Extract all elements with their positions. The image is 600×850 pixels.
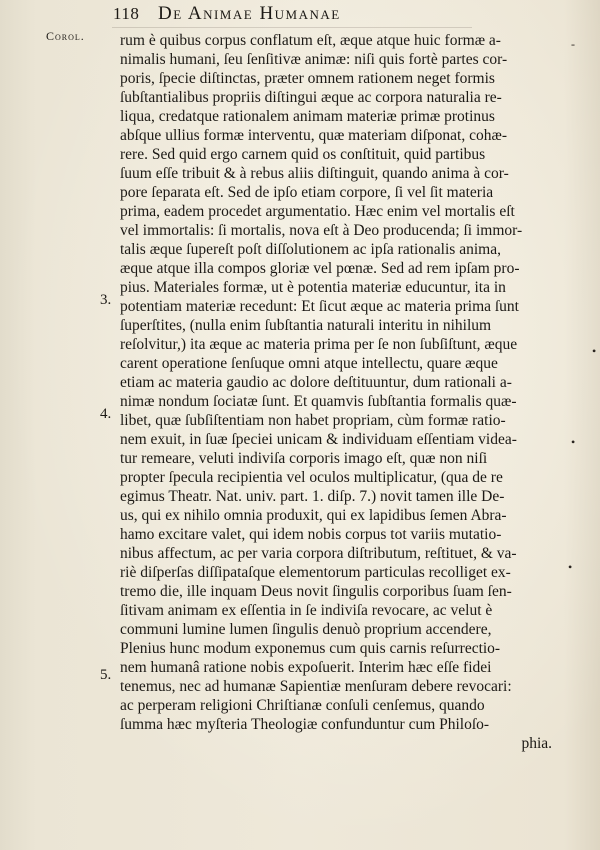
text-line: poris, ſpecie diſtinctas, præter omnem rationem neget formis xyxy=(120,70,495,87)
text-line: tenemus, nec ad humanæ Sapientiæ menſuram debere revocari: xyxy=(120,678,512,695)
text-line: phia. xyxy=(521,735,552,752)
text-line: tur remeare, veluti indiviſa corporis imago eſt, quæ non niſi xyxy=(120,450,488,467)
text-line: reſolvitur,) ita æque ac materia prima per ſe non ſubſiſtunt, æque xyxy=(120,336,518,353)
text-line: communi lumine lumen ſingulis denuò proprium accendere, xyxy=(120,621,492,638)
text-line: potentiam materiæ recedunt: Et ſicut æque ac materia prima ſunt xyxy=(120,298,519,315)
header-rule xyxy=(112,27,472,28)
text-line: ſuum eſſe tribuit & à rebus aliis diſtinguit, quando anima à cor- xyxy=(120,165,509,182)
marginal-note: Corol. xyxy=(46,29,85,43)
margin-mark: • xyxy=(592,344,597,358)
text-line: riè diſperſas diſſipataſque elementorum particulas recolliget ex- xyxy=(120,564,511,581)
text-line: Plenius hunc modum exponemus cum quis carnis reſurrectio- xyxy=(120,640,501,657)
text-line: ſumma hæc myſteria Theologiæ confunduntur cum Philoſo- xyxy=(120,716,490,733)
text-line: nimalis humani, ſeu ſenſitivæ animæ: niſi quis fortè partes cor- xyxy=(120,51,508,68)
margin-mark: • xyxy=(571,435,576,449)
running-head: De Animae Humanae xyxy=(158,3,341,24)
text-line: nem humanâ ratione nobis expoſuerit. Interim hæc eſſe fidei xyxy=(120,659,492,676)
text-line: ſuperſtites, (nulla enim ſubſtantia naturali interitu in nihilum xyxy=(120,317,492,334)
text-line: vel immortalis: ſi mortalis, nova eſt à Deo producenda; ſi immor- xyxy=(120,222,523,239)
body-text xyxy=(120,31,573,753)
text-line: libet, quæ ſubſiſtentiam non habet propriam, cùm formæ ratio- xyxy=(120,412,506,429)
text-line: rere. Sed quid ergo carnem quid os conſtituit, quid partibus xyxy=(120,146,486,163)
margin-mark: - xyxy=(571,37,575,51)
text-line: tremo die, ille inquam Deus novit ſingulis corporibus ſuam ſen- xyxy=(120,583,512,600)
text-line: abſque ullius formæ interventu, quæ materiam diſponat, cohæ- xyxy=(120,127,507,144)
text-line: propter ſpecula recipientia vel oculos multiplicatur, (qua de re xyxy=(120,469,503,486)
text-line: æque atque illa compos gloriæ vel pœnæ. Sed ad rem ipſam pro- xyxy=(120,260,520,277)
text-line: etiam ac materia gaudio ac dolore deſtituuntur, dum rationali a- xyxy=(120,374,512,391)
text-line: us, qui ex nihilo omnia produxit, qui ex lapidibus ſemen Abra- xyxy=(120,507,507,524)
text-line: ac perperam religioni Chriſtianæ conſuli cenſemus, quando xyxy=(120,697,485,714)
text-line: nem exuit, in ſuæ ſpeciei unicam & individuam eſſentiam videa- xyxy=(120,431,517,448)
text-line: talis æque ſupereſt poſt diſſolutionem ac ipſa rationalis anima, xyxy=(120,241,501,258)
margin-mark: • xyxy=(568,560,573,574)
text-line: egimus Theatr. Nat. univ. part. 1. diſp. 7.) novit tamen ille De- xyxy=(120,488,505,505)
page-header xyxy=(0,2,600,30)
text-line: ſubſtantialibus propriis diſtingui æque ac corpora naturalia re- xyxy=(120,89,502,106)
paragraph-number-3: 3. xyxy=(100,292,112,308)
text-line: liqua, credatque rationalem animam materiæ primæ protinus xyxy=(120,108,495,125)
text-line: hamo excitare valet, qui idem nobis corpus tot variis mutatio- xyxy=(120,526,502,543)
text-line: carent operatione ſenſuque omni atque intellectu, quare æque xyxy=(120,355,498,372)
paragraph-number-4: 4. xyxy=(100,406,112,422)
paragraph-number-5: 5. xyxy=(100,667,112,683)
text-line: nimæ nondum ſociatæ ſunt. Et quamvis ſubſtantia formalis quæ- xyxy=(120,393,517,410)
page-number: 118 xyxy=(113,4,140,23)
text-line: ſitivam animam ex eſſentia in ſe indiviſa revocare, ac velut è xyxy=(120,602,493,619)
text-line: pore ſeparata eſt. Sed de ipſo etiam corpore, ſi vel ſit materia xyxy=(120,184,494,201)
text-line: rum è quibus corpus conflatum eſt, æque atque huic formæ a- xyxy=(120,32,501,49)
text-line: prima, eadem procedet argumentatio. Hæc enim vel mortalis eſt xyxy=(120,203,515,220)
text-line: nibus affectum, ac per varia corpora diſtributum, reſtituet, & va- xyxy=(120,545,517,562)
text-line: pius. Materiales formæ, ut è potentia materiæ educuntur, ita in xyxy=(120,279,506,296)
